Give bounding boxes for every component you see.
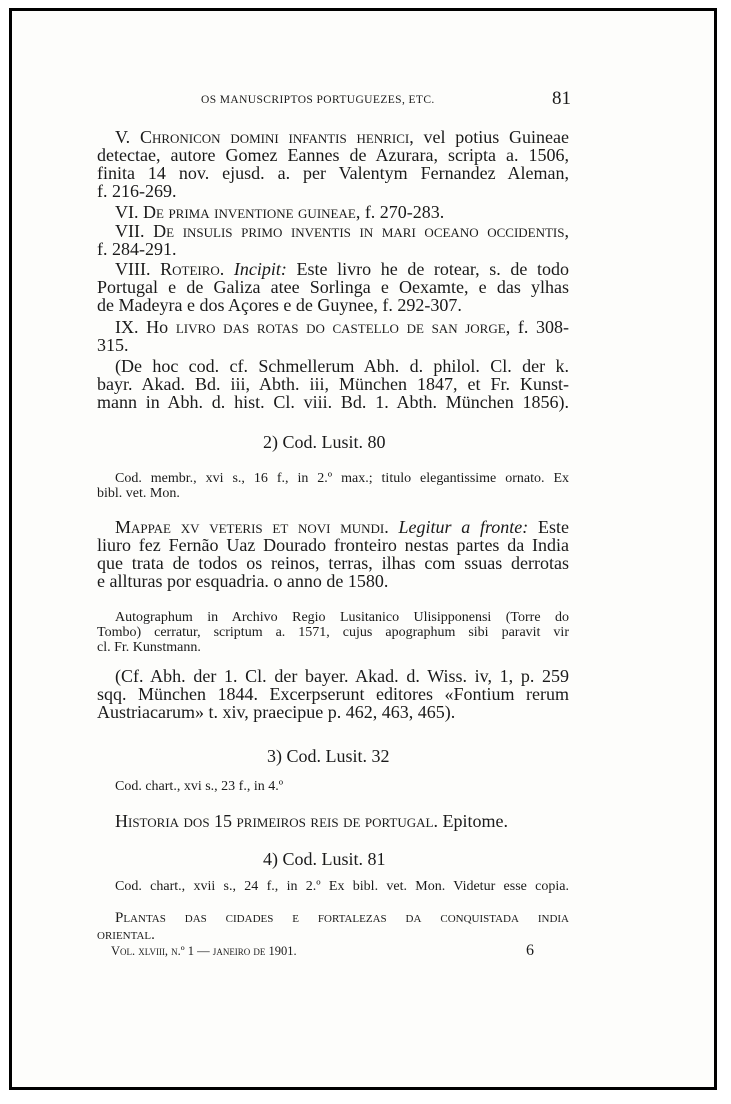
entry-v <box>97 128 569 200</box>
cod80-reference: (Cf. Abh. der 1. Cl. der bayer. Akad. d. Wiss. iv, 1, p. 259 sqq. München 1844. Excerpserunt editores «Fontium rerum Austriacarum» t. xiv, praecipue p. 462, 463, 465). <box>97 666 569 722</box>
entry-vi: VI. De prima inventione guineae, f. 270-283. <box>115 202 445 222</box>
cod80-description: Cod. membr., xvi s., 16 f., in 2.º max.; titulo elegantissime ornato. Ex bibl. vet. Mon. <box>97 471 569 501</box>
entry-v-line-4: f. 216-269. <box>97 181 177 201</box>
reference-schmeller: (De hoc cod. cf. Schmellerum Abh. d. philol. Cl. der k. bayr. Akad. Bd. iii, Abth. iii, München 1847, et Fr. Kunst- mann in Abh. d. hist. Cl. viii. Bd. 1. Abth. München 1856). <box>97 356 569 412</box>
cod81-description: Cod. chart., xvii s., 24 f., in 2.º Ex bibl. vet. Mon. Videtur esse copia. <box>115 879 569 894</box>
cod32-description: Cod. chart., xvi s., 23 f., in 4.º <box>115 779 284 794</box>
signature-mark: 6 <box>526 942 534 959</box>
cod81-title: Plantas das cidades e fortalezas da conquistada india oriental. <box>97 910 569 943</box>
entry-ix: IX. Ho livro das rotas do castello de san jorge, f. 308- 315. <box>97 317 569 355</box>
cod80-autographum: Autographum in Archivo Regio Lusitanico Ulisipponensi (Torre do Tombo) cerratur, scriptum a. 1571, cujus apographum sibi paravit vir cl. Fr. Kunstmann. <box>97 610 569 655</box>
entry-v-line-1: V. Chronicon domini infantis henrici, vel potius Guineae <box>115 127 569 147</box>
running-title: OS MANUSCRIPTOS PORTUGUEZES, ETC. <box>201 94 435 106</box>
entry-vii: VII. De insulis primo inventis in mari oceano occidentis, f. 284-291. <box>97 221 569 259</box>
heading-cod-lusit-32: 3) Cod. Lusit. 32 <box>267 746 390 766</box>
footer-volume: Vol. xlviii, n.º 1 — janeiro de 1901. <box>111 944 297 958</box>
cod80-title: Mappae xv veteris et novi mundi. Legitur a fronte: Este liuro fez Fernão Uaz Dourado fronteiro nestas partes da India que trata de todos os reinos, terras, ilhas com ssuas derrotas e allturas por esquadria. o anno de 1580. <box>97 517 569 591</box>
entry-v-line-2: detectae, autore Gomez Eannes de Azurara, scripta a. 1506, <box>97 145 569 165</box>
heading-cod-lusit-81: 4) Cod. Lusit. 81 <box>263 849 386 869</box>
heading-cod-lusit-80: 2) Cod. Lusit. 80 <box>263 432 386 452</box>
entry-v-line-3: finita 14 nov. ejusd. a. per Valentym Fernandez Aleman, <box>97 163 569 183</box>
entry-viii: VIII. Roteiro. Incipit: Este livro he de rotear, s. de todo Portugal e de Galiza atee Sorlinga e Oexamte, e das ylhas de Madeyra e dos Açores e de Guynee, f. 292-307. <box>97 259 570 315</box>
cod32-title: Historia dos 15 primeiros reis de portugal. Epitome. <box>115 811 508 831</box>
page-number: 81 <box>552 88 571 109</box>
